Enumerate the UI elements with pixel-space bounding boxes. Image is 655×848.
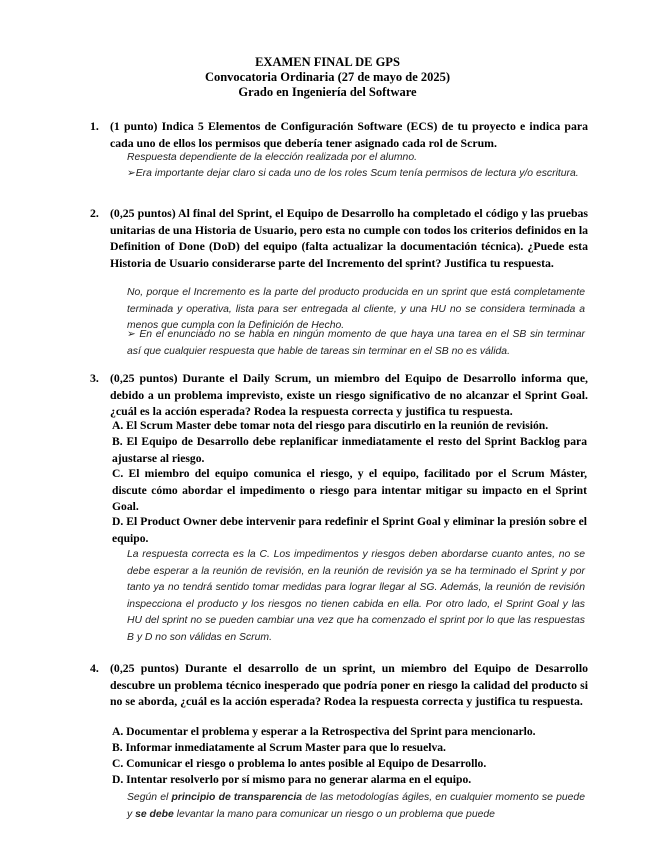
question-3-answer: La respuesta correcta es la C. Los impedimentos y riesgos deben abordarse cuanto antes, no se debe esperar a la reunión de revisión, en la reunión de revisión ya se ha terminado el Sprint y por tanto ya no tendrá sentido tomar medidas para lograr llegar al SG. Además, la reunión de revisión inspecciona el producto y los riesgos no tienen cabida en ella. Por otro lado, el Sprint Goal y las HU del sprint no se pueden cambiar una vez que ha comenzado el sprint por lo que las respuestas B y D no son válidas en Scrum. [127,549,585,643]
question-4-option-c[interactable]: C. Comunicar el riesgo o problema lo antes posible al Equipo de Desarrollo. [112,757,487,770]
question-3-option-b[interactable]: B. El Equipo de Desarrollo debe replanificar inmediatamente el resto del Sprint Backlog para ajustarse al riesgo. [112,435,587,465]
question-3-option-d[interactable]: D. El Product Owner debe intervenir para redefinir el Sprint Goal y eliminar la presión sobre el equipo. [112,515,587,545]
question-4-answer [127,790,585,823]
answer-emphasis: se debe [135,808,174,820]
question-3-text: (0,25 puntos) Durante el Daily Scrum, un miembro del Equipo de Desarrollo informa que, debido a un problema imprevisto, existe un riesgo significativo de no alcanzar el Sprint Goal. ¿cuál es la acción esperada? Rodea la respuesta correcta y justifica tu respuesta. [110,371,588,418]
answer-text: Según el [127,792,172,803]
question-3-number: 3. [90,371,99,385]
exam-degree: Grado en Ingeniería del Software [238,85,417,99]
question-2-text: (0,25 puntos) Al final del Sprint, el Equipo de Desarrollo ha completado el código y las pruebas unitarias de una Historia de Usuario, pero esta no cumple con todos los criterios definidos en la Definition of Done (DoD) del equipo (falta actualizar la documentación técnica). ¿Puede esta Historia de Usuario considerarse parte del Incremento del sprint? Justifica tu respuesta. [110,206,588,270]
question-2-answer-2: ➢ En el enunciado no se habla en ningún momento de que haya una tarea en el SB sin terminar así que cualquier respuesta que hable de tareas sin terminar en el SB no es válida. [127,329,585,357]
question-1-number: 1. [90,119,99,133]
question-2-answer-1: No, porque el Incremento es la parte del producto producida en un sprint que está completamente terminada y operativa, lista para ser entregada al cliente, y una HU no se considera terminada a menos que cumpla con la Definición de Hecho. [127,287,585,331]
question-4-option-a[interactable]: A. Documentar el problema y esperar a la Retrospectiva del Sprint para mencionarlo. [112,725,536,738]
answer-emphasis: principio de transparencia [171,792,303,803]
question-2-number: 2. [90,206,99,220]
exam-header [0,55,655,100]
question-1-answer-2: ➢Era importante dejar claro si cada uno de los roles Scum tenía permisos de lectura y/o escritura. [127,168,579,179]
question-4-option-b[interactable]: B. Informar inmediatamente al Scrum Master para que lo resuelva. [112,741,446,754]
answer-text: levantar la mano para comunicar un riesgo o un problema que puede [173,808,495,820]
question-1-text: (1 punto) Indica 5 Elementos de Configuración Software (ECS) de tu proyecto e indica para cada uno de ellos los permisos que debería tener asignado cada rol de Scrum. [110,119,588,150]
exam-title: EXAMEN FINAL DE GPS [255,55,400,69]
question-4-option-d[interactable]: D. Intentar resolverlo por sí mismo para no generar alarma en el equipo. [112,773,472,786]
question-4-text: (0,25 puntos) Durante el desarrollo de un sprint, un miembro del Equipo de Desarrollo descubre un problema técnico inesperado que podría poner en riesgo la calidad del producto si no se aborda, ¿cuál es la acción esperada? Rodea la respuesta correcta y justifica tu respuesta. [110,661,588,708]
question-3-option-a[interactable]: A. El Scrum Master debe tomar nota del riesgo para discutirlo en la reunión de revisión. [112,419,549,432]
answer-text: de las metodologías ágiles, en cualquier momento se puede y [127,792,585,820]
exam-subtitle: Convocatoria Ordinaria (27 de mayo de 2025) [204,70,451,84]
question-1-answer-1: Respuesta dependiente de la elección realizada por el alumno. [127,152,417,163]
question-4-number: 4. [90,661,99,675]
question-3-option-c[interactable]: C. El miembro del equipo comunica el riesgo, y el equipo, facilitado por el Scrum Máster, discute cómo abordar el impedimento o riesgo para intentar mitigar su impacto en el Sprint Goal. [112,467,587,513]
